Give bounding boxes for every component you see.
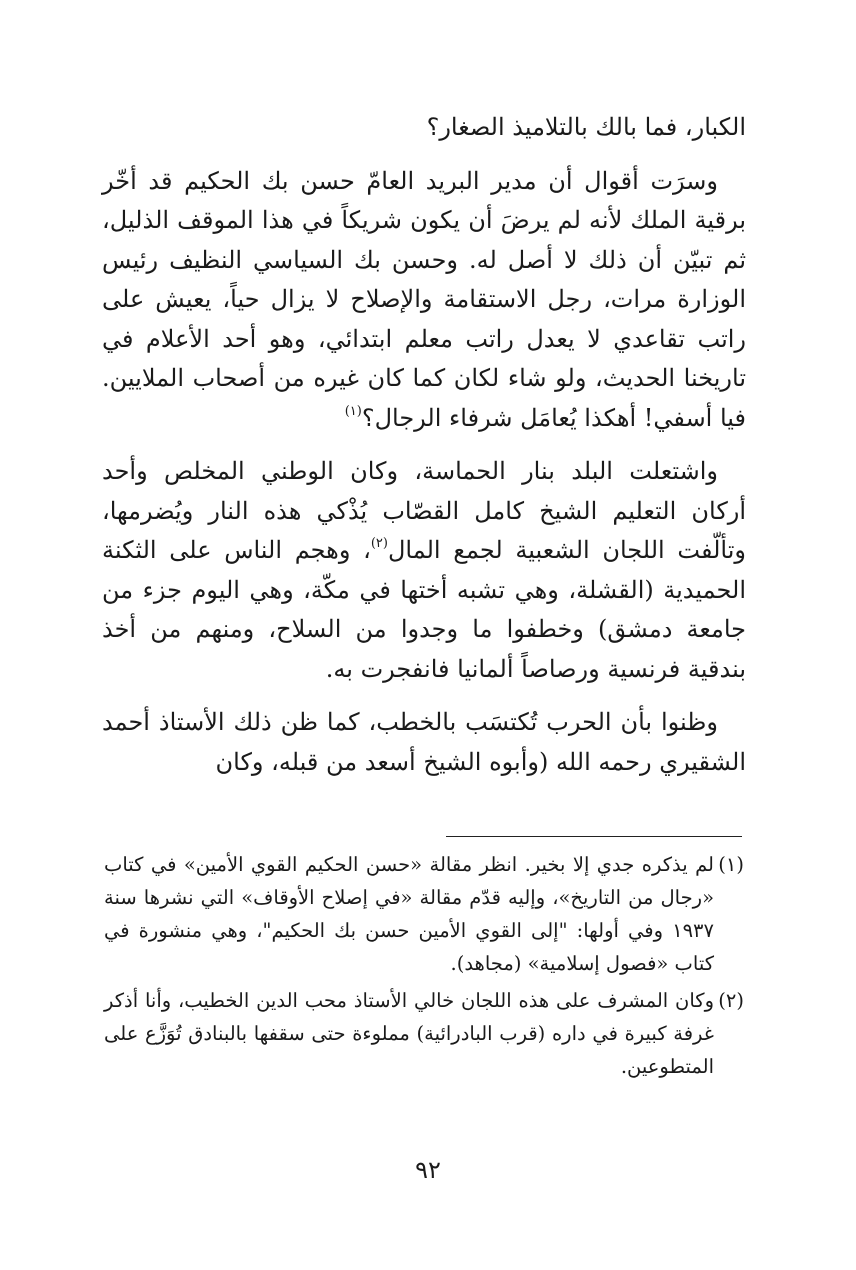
footnote-ref-1: (١) — [344, 403, 362, 419]
main-text — [102, 108, 746, 796]
paragraph-text-before: واشتعلت البلد بنار الحماسة، وكان الوطني المخلص وأحد أركان التعليم الشيخ كامل القصّاب يُذْكي هذه النار ويُضرمها، وتألّفت اللجان الشعبية لجمع المال — [102, 457, 746, 564]
paragraph-text: وسرَت أقوال أن مدير البريد العامّ حسن بك الحكيم قد أخّر برقية الملك لأنه لم يرضَ أن يكون شريكاً في هذا الموقف الذليل، ثم تبيّن أن ذلك لا أصل له. وحسن بك السياسي النظيف رئيس الوزارة مرات، رجل الاستقامة والإصلاح لا يزال حياً، يعيش على راتب تقاعدي لا يعدل راتب معلم ابتدائي، وهو أحد الأعلام في تاريخنا الحديث، ولو شاء لكان كما كان غيره من أصحاب الملايين. فيا أسفي! أهكذا يُعامَل شرفاء الرجال؟ — [102, 166, 747, 432]
paragraph-text: الكبار، فما بالك بالتلاميذ الصغار؟ — [426, 113, 746, 141]
paragraph-speeches — [102, 703, 746, 782]
footnote-text: لم يذكره جدي إلا بخير. انظر مقالة «حسن الحكيم القوي الأمين» في كتاب «رجال من التاريخ»، وإليه قدّم مقالة «في إصلاح الأوقاف» التي نشرها سنة ١٩٣٧ وفي أولها: "إلى القوي الأمين حسن بك الحكيم"، وهي منشورة في كتاب «فصول إسلامية» (مجاهد). — [104, 853, 714, 975]
footnote-2 — [104, 984, 744, 1083]
page-number: ٩٢ — [415, 1156, 441, 1184]
footnote-divider — [446, 836, 742, 837]
footnotes — [104, 848, 744, 1087]
footnote-number: (٢) — [718, 989, 744, 1012]
paragraph-continuation — [102, 108, 746, 148]
footnote-text: وكان المشرف على هذه اللجان خالي الأستاذ محب الدين الخطيب، وأنا أذكر غرفة كبيرة في داره (قرب البادرائية) مملوءة حتى سقفها بالبنادق تُوَزَّع على المتطوعين. — [104, 989, 714, 1078]
paragraph-fervor — [102, 452, 746, 689]
footnote-number: (١) — [718, 853, 744, 876]
paragraph-text: وظنوا بأن الحرب تُكتسَب بالخطب، كما ظن ذلك الأستاذ أحمد الشقيري رحمه الله (وأبوه الشيخ أسعد من قبله، وكان — [102, 708, 746, 776]
paragraph-text-after: ، وهجم الناس على الثكنة الحميدية (القشلة، وهي تشبه أختها في مكّة، وهي اليوم جزء من جامعة دمشق) وخطفوا ما وجدوا من السلاح، ومنهم من أخذ بندقية فرنسية ورصاصاً ألمانيا فانفجرت به. — [102, 536, 746, 683]
footnote-ref-2: (٢) — [370, 536, 388, 551]
paragraph-hassan-hakim — [102, 162, 746, 439]
footnote-1 — [104, 848, 744, 980]
